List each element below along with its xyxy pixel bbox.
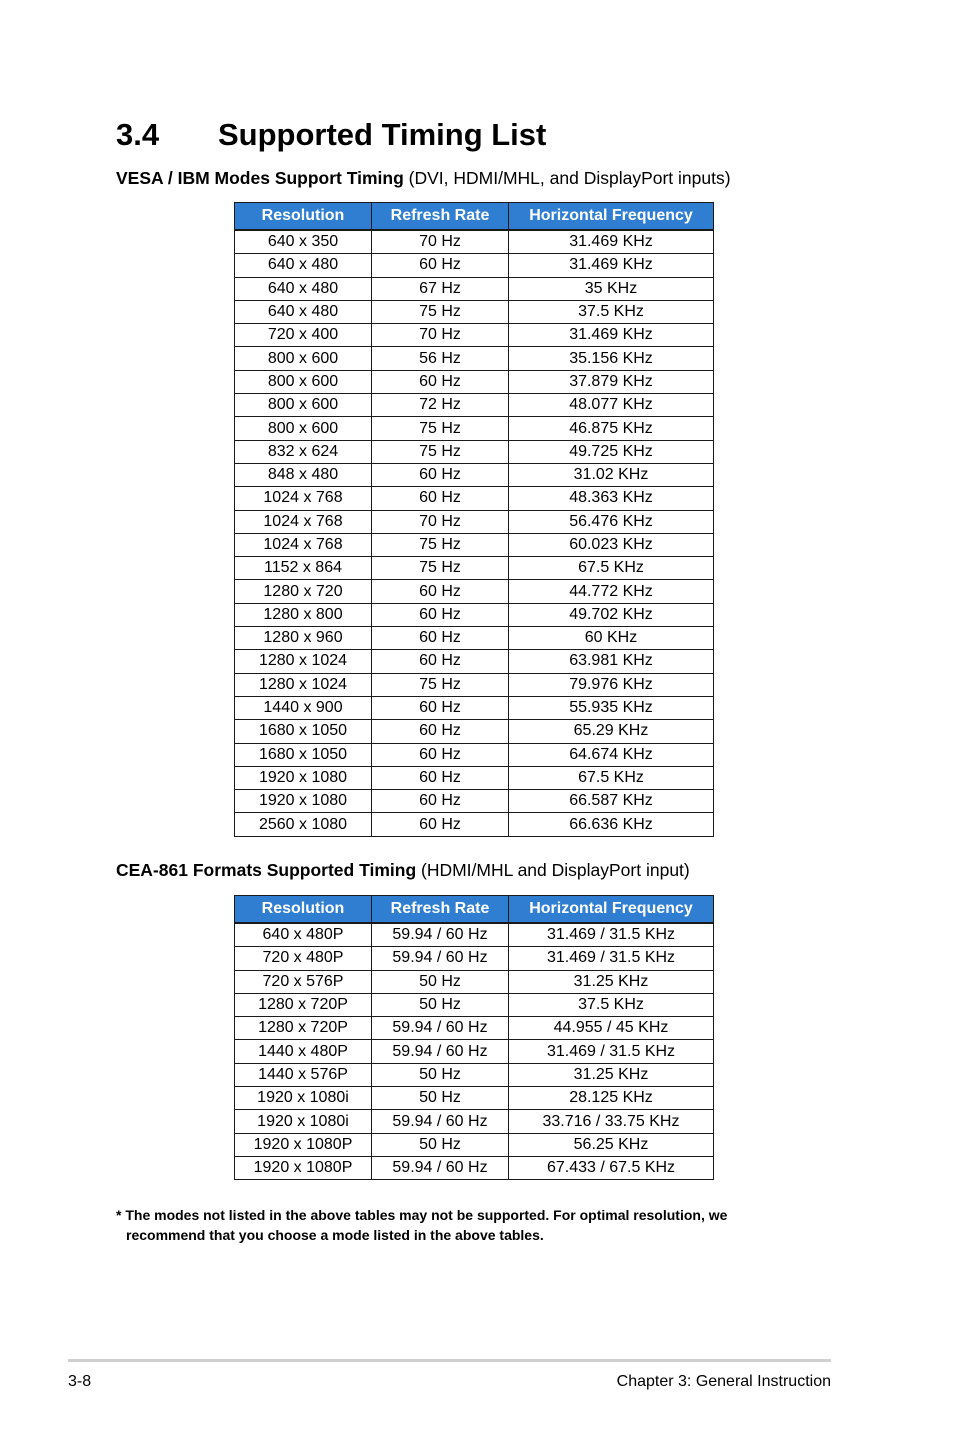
cell-resolution: 1680 x 1050 [235,720,372,743]
cell-refresh-rate: 56 Hz [372,347,509,370]
cell-resolution: 800 x 600 [235,417,372,440]
cell-refresh-rate: 75 Hz [372,673,509,696]
cell-resolution: 640 x 480 [235,254,372,277]
table-row [235,1017,714,1040]
cell-resolution: 1024 x 768 [235,533,372,556]
table-row [235,394,714,417]
page-number: 3-8 [68,1373,92,1390]
cell-resolution: 1280 x 720P [235,1017,372,1040]
cell-refresh-rate: 60 Hz [372,813,509,836]
cell-resolution: 1920 x 1080i [235,1087,372,1110]
cell-refresh-rate: 60 Hz [372,790,509,813]
cell-horizontal-frequency: 46.875 KHz [509,417,714,440]
table-row [235,603,714,626]
cell-refresh-rate: 60 Hz [372,743,509,766]
cell-refresh-rate: 60 Hz [372,766,509,789]
table-row [235,254,714,277]
table-row [235,766,714,789]
cell-horizontal-frequency: 60.023 KHz [509,533,714,556]
cell-refresh-rate: 60 Hz [372,627,509,650]
cell-refresh-rate: 70 Hz [372,510,509,533]
cell-resolution: 1024 x 768 [235,487,372,510]
cell-resolution: 1280 x 1024 [235,650,372,673]
cell-resolution: 1920 x 1080P [235,1133,372,1156]
table-row [235,347,714,370]
cell-resolution: 848 x 480 [235,463,372,486]
table-row [235,970,714,993]
footer-divider [68,1359,831,1362]
table-row [235,277,714,300]
cell-horizontal-frequency: 31.469 / 31.5 KHz [509,923,714,947]
column-header-refresh-rate: Refresh Rate [372,203,509,231]
table-row [235,300,714,323]
footnote [116,1205,816,1245]
cell-refresh-rate: 60 Hz [372,603,509,626]
cell-refresh-rate: 67 Hz [372,277,509,300]
cell-refresh-rate: 60 Hz [372,487,509,510]
section-title-text: Supported Timing List [218,117,547,152]
cell-refresh-rate: 50 Hz [372,993,509,1016]
section-title [116,113,546,157]
table-row [235,510,714,533]
cell-refresh-rate: 72 Hz [372,394,509,417]
cell-horizontal-frequency: 64.674 KHz [509,743,714,766]
cell-horizontal-frequency: 67.433 / 67.5 KHz [509,1156,714,1179]
vesa-heading-bold: VESA / IBM Modes Support Timing [116,168,404,188]
cell-resolution: 1280 x 960 [235,627,372,650]
column-header-resolution: Resolution [235,203,372,231]
table-row [235,463,714,486]
table-row [235,230,714,254]
table-row [235,417,714,440]
table-row [235,440,714,463]
cell-horizontal-frequency: 31.25 KHz [509,1063,714,1086]
cell-resolution: 1920 x 1080i [235,1110,372,1133]
cell-refresh-rate: 50 Hz [372,1133,509,1156]
table-row [235,1156,714,1179]
cell-horizontal-frequency: 55.935 KHz [509,696,714,719]
cell-resolution: 2560 x 1080 [235,813,372,836]
cell-refresh-rate: 60 Hz [372,370,509,393]
cell-horizontal-frequency: 67.5 KHz [509,766,714,789]
cell-horizontal-frequency: 56.476 KHz [509,510,714,533]
footnote-line-2: recommend that you choose a mode listed in the above tables. [126,1227,544,1243]
cell-resolution: 800 x 600 [235,347,372,370]
table-row [235,1040,714,1063]
cell-refresh-rate: 75 Hz [372,417,509,440]
cell-refresh-rate: 59.94 / 60 Hz [372,947,509,970]
cell-horizontal-frequency: 31.469 / 31.5 KHz [509,947,714,970]
table-row [235,324,714,347]
cell-horizontal-frequency: 79.976 KHz [509,673,714,696]
table-row [235,1087,714,1110]
cell-resolution: 1280 x 800 [235,603,372,626]
table-row [235,923,714,947]
cell-resolution: 1920 x 1080 [235,790,372,813]
cell-refresh-rate: 50 Hz [372,1063,509,1086]
table-row [235,947,714,970]
cell-refresh-rate: 60 Hz [372,463,509,486]
cell-horizontal-frequency: 48.077 KHz [509,394,714,417]
cell-refresh-rate: 75 Hz [372,533,509,556]
cell-refresh-rate: 60 Hz [372,254,509,277]
table-row [235,720,714,743]
cell-resolution: 1280 x 720P [235,993,372,1016]
cell-horizontal-frequency: 35.156 KHz [509,347,714,370]
vesa-heading [116,167,731,189]
cell-resolution: 1280 x 1024 [235,673,372,696]
cell-refresh-rate: 60 Hz [372,650,509,673]
cell-horizontal-frequency: 60 KHz [509,627,714,650]
table-row [235,580,714,603]
cell-horizontal-frequency: 31.469 / 31.5 KHz [509,1040,714,1063]
cell-horizontal-frequency: 28.125 KHz [509,1087,714,1110]
cell-resolution: 720 x 480P [235,947,372,970]
cell-resolution: 1024 x 768 [235,510,372,533]
cell-horizontal-frequency: 35 KHz [509,277,714,300]
cell-resolution: 720 x 576P [235,970,372,993]
cell-resolution: 1920 x 1080P [235,1156,372,1179]
cell-horizontal-frequency: 48.363 KHz [509,487,714,510]
cell-refresh-rate: 59.94 / 60 Hz [372,923,509,947]
cell-horizontal-frequency: 33.716 / 33.75 KHz [509,1110,714,1133]
cell-resolution: 832 x 624 [235,440,372,463]
table-row [235,627,714,650]
cell-resolution: 1152 x 864 [235,557,372,580]
table-row [235,790,714,813]
cell-horizontal-frequency: 31.02 KHz [509,463,714,486]
cell-horizontal-frequency: 31.469 KHz [509,254,714,277]
cea-heading-bold: CEA-861 Formats Supported Timing [116,860,417,880]
cell-refresh-rate: 75 Hz [372,300,509,323]
column-header-horizontal-frequency: Horizontal Frequency [509,896,714,924]
cell-resolution: 1280 x 720 [235,580,372,603]
cell-horizontal-frequency: 44.772 KHz [509,580,714,603]
footnote-line-1: * The modes not listed in the above tables may not be supported. For optimal resolution, we [116,1207,728,1223]
cell-horizontal-frequency: 37.5 KHz [509,300,714,323]
table-row [235,1110,714,1133]
cell-resolution: 640 x 480P [235,923,372,947]
cell-resolution: 1920 x 1080 [235,766,372,789]
cell-refresh-rate: 60 Hz [372,696,509,719]
vesa-timing-table [234,202,714,837]
table-row [235,557,714,580]
cell-resolution: 1440 x 900 [235,696,372,719]
cell-refresh-rate: 59.94 / 60 Hz [372,1040,509,1063]
cell-horizontal-frequency: 65.29 KHz [509,720,714,743]
cell-refresh-rate: 59.94 / 60 Hz [372,1156,509,1179]
table-header-row [235,203,714,231]
cell-refresh-rate: 70 Hz [372,324,509,347]
cell-horizontal-frequency: 66.636 KHz [509,813,714,836]
cell-resolution: 800 x 600 [235,394,372,417]
cea-heading [116,859,690,881]
cell-resolution: 1680 x 1050 [235,743,372,766]
table-row [235,487,714,510]
cell-resolution: 800 x 600 [235,370,372,393]
cell-refresh-rate: 75 Hz [372,440,509,463]
cell-horizontal-frequency: 31.25 KHz [509,970,714,993]
cell-refresh-rate: 59.94 / 60 Hz [372,1110,509,1133]
cell-horizontal-frequency: 56.25 KHz [509,1133,714,1156]
table-row [235,993,714,1016]
table-row [235,743,714,766]
cell-horizontal-frequency: 49.702 KHz [509,603,714,626]
table-row [235,813,714,836]
cell-horizontal-frequency: 67.5 KHz [509,557,714,580]
column-header-resolution: Resolution [235,896,372,924]
cell-horizontal-frequency: 49.725 KHz [509,440,714,463]
column-header-horizontal-frequency: Horizontal Frequency [509,203,714,231]
table-row [235,1133,714,1156]
cell-horizontal-frequency: 63.981 KHz [509,650,714,673]
cell-refresh-rate: 59.94 / 60 Hz [372,1017,509,1040]
cell-resolution: 720 x 400 [235,324,372,347]
table-row [235,533,714,556]
chapter-label: Chapter 3: General Instruction [616,1373,831,1390]
table-row [235,650,714,673]
table-row [235,1063,714,1086]
cell-resolution: 1440 x 576P [235,1063,372,1086]
cell-refresh-rate: 60 Hz [372,580,509,603]
cell-horizontal-frequency: 31.469 KHz [509,324,714,347]
cell-refresh-rate: 70 Hz [372,230,509,254]
cell-resolution: 640 x 350 [235,230,372,254]
cell-refresh-rate: 50 Hz [372,970,509,993]
cell-refresh-rate: 60 Hz [372,720,509,743]
cell-horizontal-frequency: 37.879 KHz [509,370,714,393]
cea-heading-rest: (HDMI/MHL and DisplayPort input) [416,860,690,880]
cell-resolution: 640 x 480 [235,277,372,300]
column-header-refresh-rate: Refresh Rate [372,896,509,924]
cell-horizontal-frequency: 44.955 / 45 KHz [509,1017,714,1040]
cell-resolution: 640 x 480 [235,300,372,323]
cell-refresh-rate: 75 Hz [372,557,509,580]
cea-timing-table [234,895,714,1180]
table-row [235,696,714,719]
table-row [235,370,714,393]
cell-horizontal-frequency: 31.469 KHz [509,230,714,254]
cell-horizontal-frequency: 37.5 KHz [509,993,714,1016]
section-number: 3.4 [116,117,160,152]
table-row [235,673,714,696]
vesa-heading-rest: (DVI, HDMI/MHL, and DisplayPort inputs) [403,168,731,188]
cell-resolution: 1440 x 480P [235,1040,372,1063]
cell-refresh-rate: 50 Hz [372,1087,509,1110]
table-header-row [235,896,714,924]
cell-horizontal-frequency: 66.587 KHz [509,790,714,813]
